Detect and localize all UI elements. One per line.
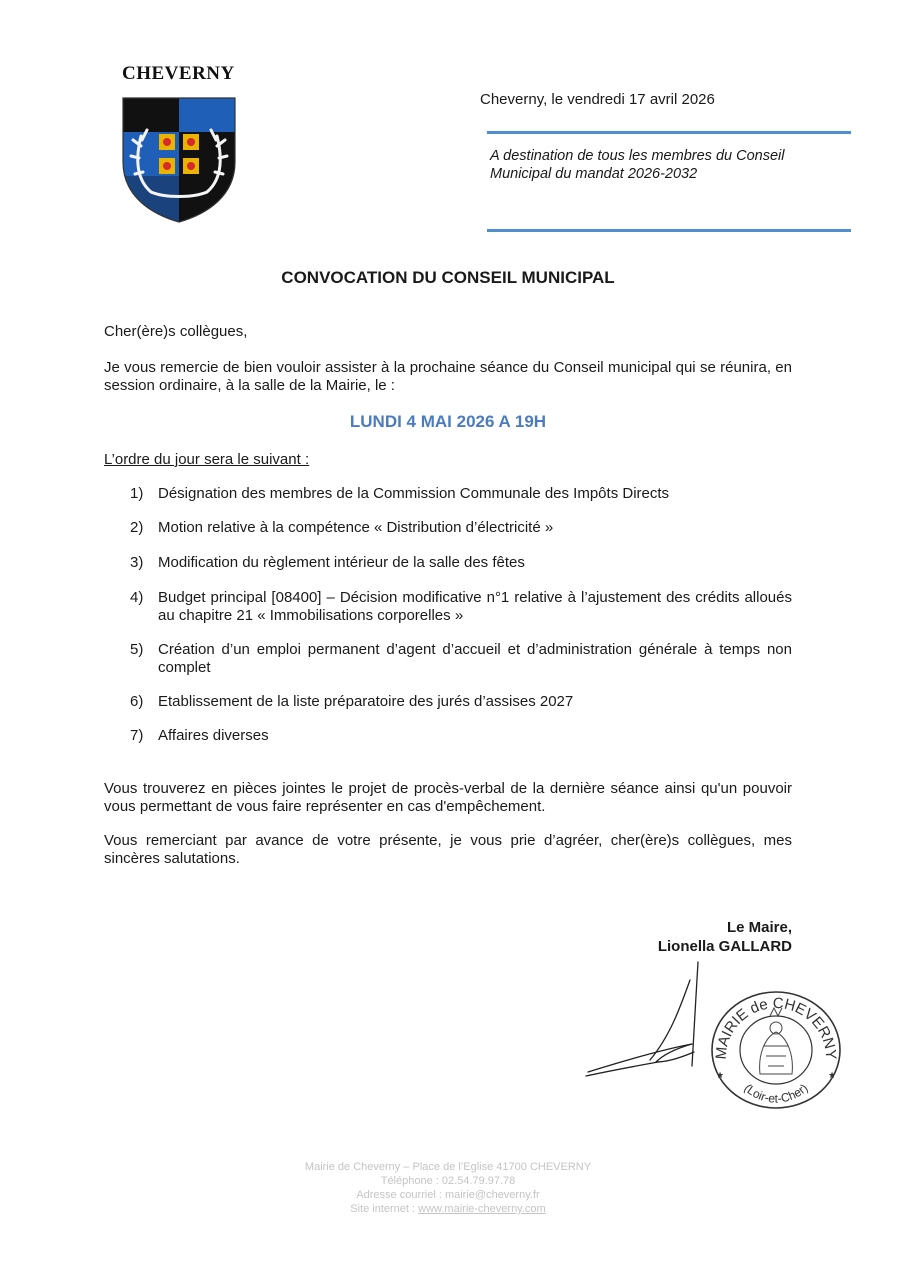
- mairie-seal-icon: [708, 986, 844, 1110]
- signatory-name: Lionella GALLARD: [657, 938, 792, 955]
- agenda-item-number: 7): [130, 727, 144, 744]
- date-line: Cheverny, le vendredi 17 avril 2026: [480, 91, 715, 108]
- meeting-date: LUNDI 4 MAI 2026 A 19H: [349, 412, 547, 431]
- closing-paragraph: Vous remerciant par avance de votre présente, je vous prie d’agréer, cher(ère)s collègues, mes sincères salutations.: [104, 832, 792, 867]
- svg-text:(Loir-et-Cher): [741, 1081, 810, 1106]
- signatory-role: Le Maire,: [726, 919, 792, 936]
- attachments-paragraph: Vous trouverez en pièces jointes le projet de procès-verbal de la dernière séance ainsi qu'un pouvoir vous permettant de vous faire représenter en cas d'empêchement.: [104, 780, 792, 815]
- agenda-item-text: Motion relative à la compétence « Distribution d’électricité »: [158, 519, 554, 536]
- agenda-item-text: Affaires diverses: [158, 727, 269, 744]
- agenda-item-text: Désignation des membres de la Commission Communale des Impôts Directs: [158, 485, 670, 502]
- footer-website-line: [0, 1202, 896, 1216]
- agenda-heading: L’ordre du jour sera le suivant :: [104, 451, 310, 468]
- footer-email: Adresse courriel : mairie@cheverny.fr: [356, 1189, 540, 1201]
- svg-text:★: ★: [828, 1070, 837, 1080]
- document-title: CONVOCATION DU CONSEIL MUNICIPAL: [281, 268, 615, 287]
- footer-phone: Téléphone : 02.54.79.97.78: [380, 1175, 516, 1187]
- agenda-item-number: 6): [130, 693, 144, 710]
- salutation: Cher(ère)s collègues,: [104, 323, 248, 340]
- agenda-item-number: 3): [130, 554, 144, 571]
- agenda-item-text: Budget principal [08400] – Décision modificative n°1 relative à l’ajustement des crédits alloués au chapitre 21 « Immobilisations corporelles »: [158, 589, 792, 624]
- footer-website-label: Site internet :: [350, 1203, 416, 1215]
- footer: [0, 1160, 896, 1216]
- agenda-item-text: Modification du règlement intérieur de la salle des fêtes: [158, 554, 525, 571]
- svg-text:MAIRIE de CHEVERNY: [713, 995, 839, 1060]
- agenda-item-text: Création d’un emploi permanent d’agent d’accueil et d’administration générale à temps non complet: [158, 641, 792, 676]
- intro-paragraph: Je vous remercie de bien vouloir assister à la prochaine séance du Conseil municipal qui se réunira, en session ordinaire, à la salle de la Mairie, le :: [104, 359, 792, 394]
- footer-address: Mairie de Cheverny – Place de l’Eglise 41700 CHEVERNY: [304, 1161, 592, 1173]
- footer-website-link[interactable]: www.mairie-cheverny.com: [418, 1203, 546, 1215]
- agenda-item-number: 2): [130, 519, 144, 536]
- agenda-item-number: 5): [130, 641, 144, 658]
- divider-bottom: [487, 229, 851, 232]
- recipient-block: A destination de tous les membres du Conseil Municipal du mandat 2026-2032: [490, 148, 785, 182]
- seal-top-text: MAIRIE de CHEVERNY: [712, 994, 840, 1061]
- agenda-item-text: Etablissement de la liste préparatoire des jurés d’assises 2027: [158, 693, 574, 710]
- divider-top: [487, 131, 851, 134]
- commune-name: CHEVERNY: [122, 63, 235, 84]
- seal-bottom-text: (Loir-et-Cher): [741, 1081, 811, 1106]
- coat-of-arms-icon: [121, 96, 237, 224]
- signature-block: [658, 918, 792, 956]
- handwritten-signature-icon: [580, 958, 710, 1088]
- agenda-item-number: 4): [130, 589, 144, 606]
- svg-text:★: ★: [716, 1070, 725, 1080]
- agenda-item-number: 1): [130, 485, 144, 502]
